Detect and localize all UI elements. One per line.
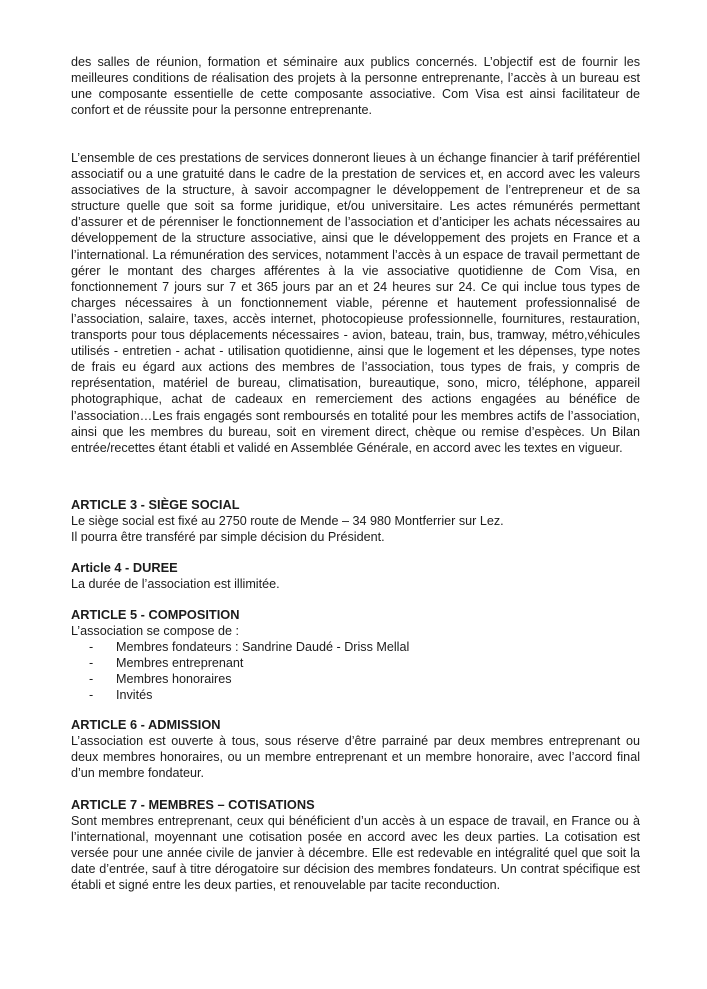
article-7-title: ARTICLE 7 - MEMBRES – COTISATIONS: [71, 797, 315, 812]
list-item: - Membres honoraires: [89, 671, 640, 687]
article-3: [71, 497, 640, 545]
article-7-text: Sont membres entreprenant, ceux qui bénéficient d’un accès à un espace de travail, en France ou à l’international, moyennant une cotisation posée en accord avec les deux parties. La cotisation est versée pour une année civile de janvier à décembre. Elle est redevable en intégralité quel que soit la date d’entrée, sauf à titre dérogatoire sur décision des membres fondateurs. Un contrat spécifique est établi et signé entre les deux parties, et renouvelable par tacite reconduction.: [71, 814, 640, 893]
article-4-title: Article 4 - DUREE: [71, 560, 178, 575]
composition-list: [71, 639, 640, 703]
list-item: - Invités: [89, 687, 640, 703]
intro-paragraph-1: [71, 54, 640, 118]
article-3-line-2: Il pourra être transféré par simple décision du Président.: [71, 530, 385, 545]
article-7: [71, 797, 640, 893]
article-4: [71, 560, 640, 592]
list-item: - Membres fondateurs : Sandrine Daudé - Driss Mellal: [89, 639, 640, 655]
paragraph-text: des salles de réunion, formation et séminaire aux publics concernés. L’objectif est de fournir les meilleures conditions de réalisation des projets à la personne entreprenante, l’accès à un bureau est une composante essentielle de cette composante associative. Com Visa est ainsi facilitateur de confort et de réussite pour la personne entreprenante.: [71, 55, 640, 118]
article-6-title: ARTICLE 6 - ADMISSION: [71, 717, 221, 732]
article-5-title: ARTICLE 5 - COMPOSITION: [71, 607, 240, 622]
article-3-title: ARTICLE 3 - SIÈGE SOCIAL: [71, 497, 240, 512]
list-item: - Membres entreprenant: [89, 655, 640, 671]
article-3-line-1: Le siège social est fixé au 2750 route de Mende – 34 980 Montferrier sur Lez.: [71, 514, 504, 528]
article-6-text: L’association est ouverte à tous, sous réserve d’être parrainé par deux membres entreprenant ou deux membres honoraires, ou un membre entreprenant et un membre honoraire, avec l’accord final d’un membre fondateur.: [71, 734, 640, 781]
article-4-line-1: La durée de l’association est illimitée.: [71, 577, 280, 591]
article-5: [71, 607, 640, 703]
intro-paragraph-2: [71, 150, 640, 456]
article-5-intro: L’association se compose de :: [71, 624, 240, 638]
article-6: [71, 717, 640, 781]
paragraph-text: L’ensemble de ces prestations de services donneront lieues à un échange financier à tarif préférentiel associatif ou a une gratuité dans le cadre de la prestation de services et, en accord avec les valeurs associatives de la structure, à savoir accompagner le développement de l’entrepreneur et de sa structure quelle que soit sa forme juridique, et/ou universitaire. Les actes rémunérés permettant d’assurer et de pérenniser le fonctionnement de l’association et d’anticiper les achats nécessaires au développement de la structure associative, ainsi que le développement des projets en France et a l’international. La rémunération des services, notamment l’accès à un espace de travail permettant de gérer le montant des charges afférentes à la vie associative quotidienne de Com Visa, en fonctionnement 7 jours sur 7 et 365 jours par an et 24 heures sur 24. Ce qui inclue tous types de charges nécessaires à un fonctionnement viable, pérenne et hautement professionnalisé de l’association, salaire, taxes, accès internet, photocopieuse professionnelle, fournitures, restauration, transports pour tous déplacements nécessaires - avion, bateau, train, bus, tramway, métro,véhicules utilisés - entretien - achat - utilisation quotidienne, ainsi que le logement et les dépenses, type notes de frais eu égard aux actions des membres de l’association, tous types de frais, y compris de représentation, matériel de bureau, climatisation, bureautique, sono, micro, téléphone, appareil photographique, achat de cadeaux en remerciement des actions engagées au bénéfice de l’association…Les frais engagés sont remboursés en totalité pour les membres actifs de l’association, ainsi que les membres du bureau, soit en virement direct, chèque ou remise d’espèces. Un Bilan entrée/recettes étant établi et validé en Assemblée Générale, en accord avec les textes en vigueur.: [71, 151, 640, 455]
